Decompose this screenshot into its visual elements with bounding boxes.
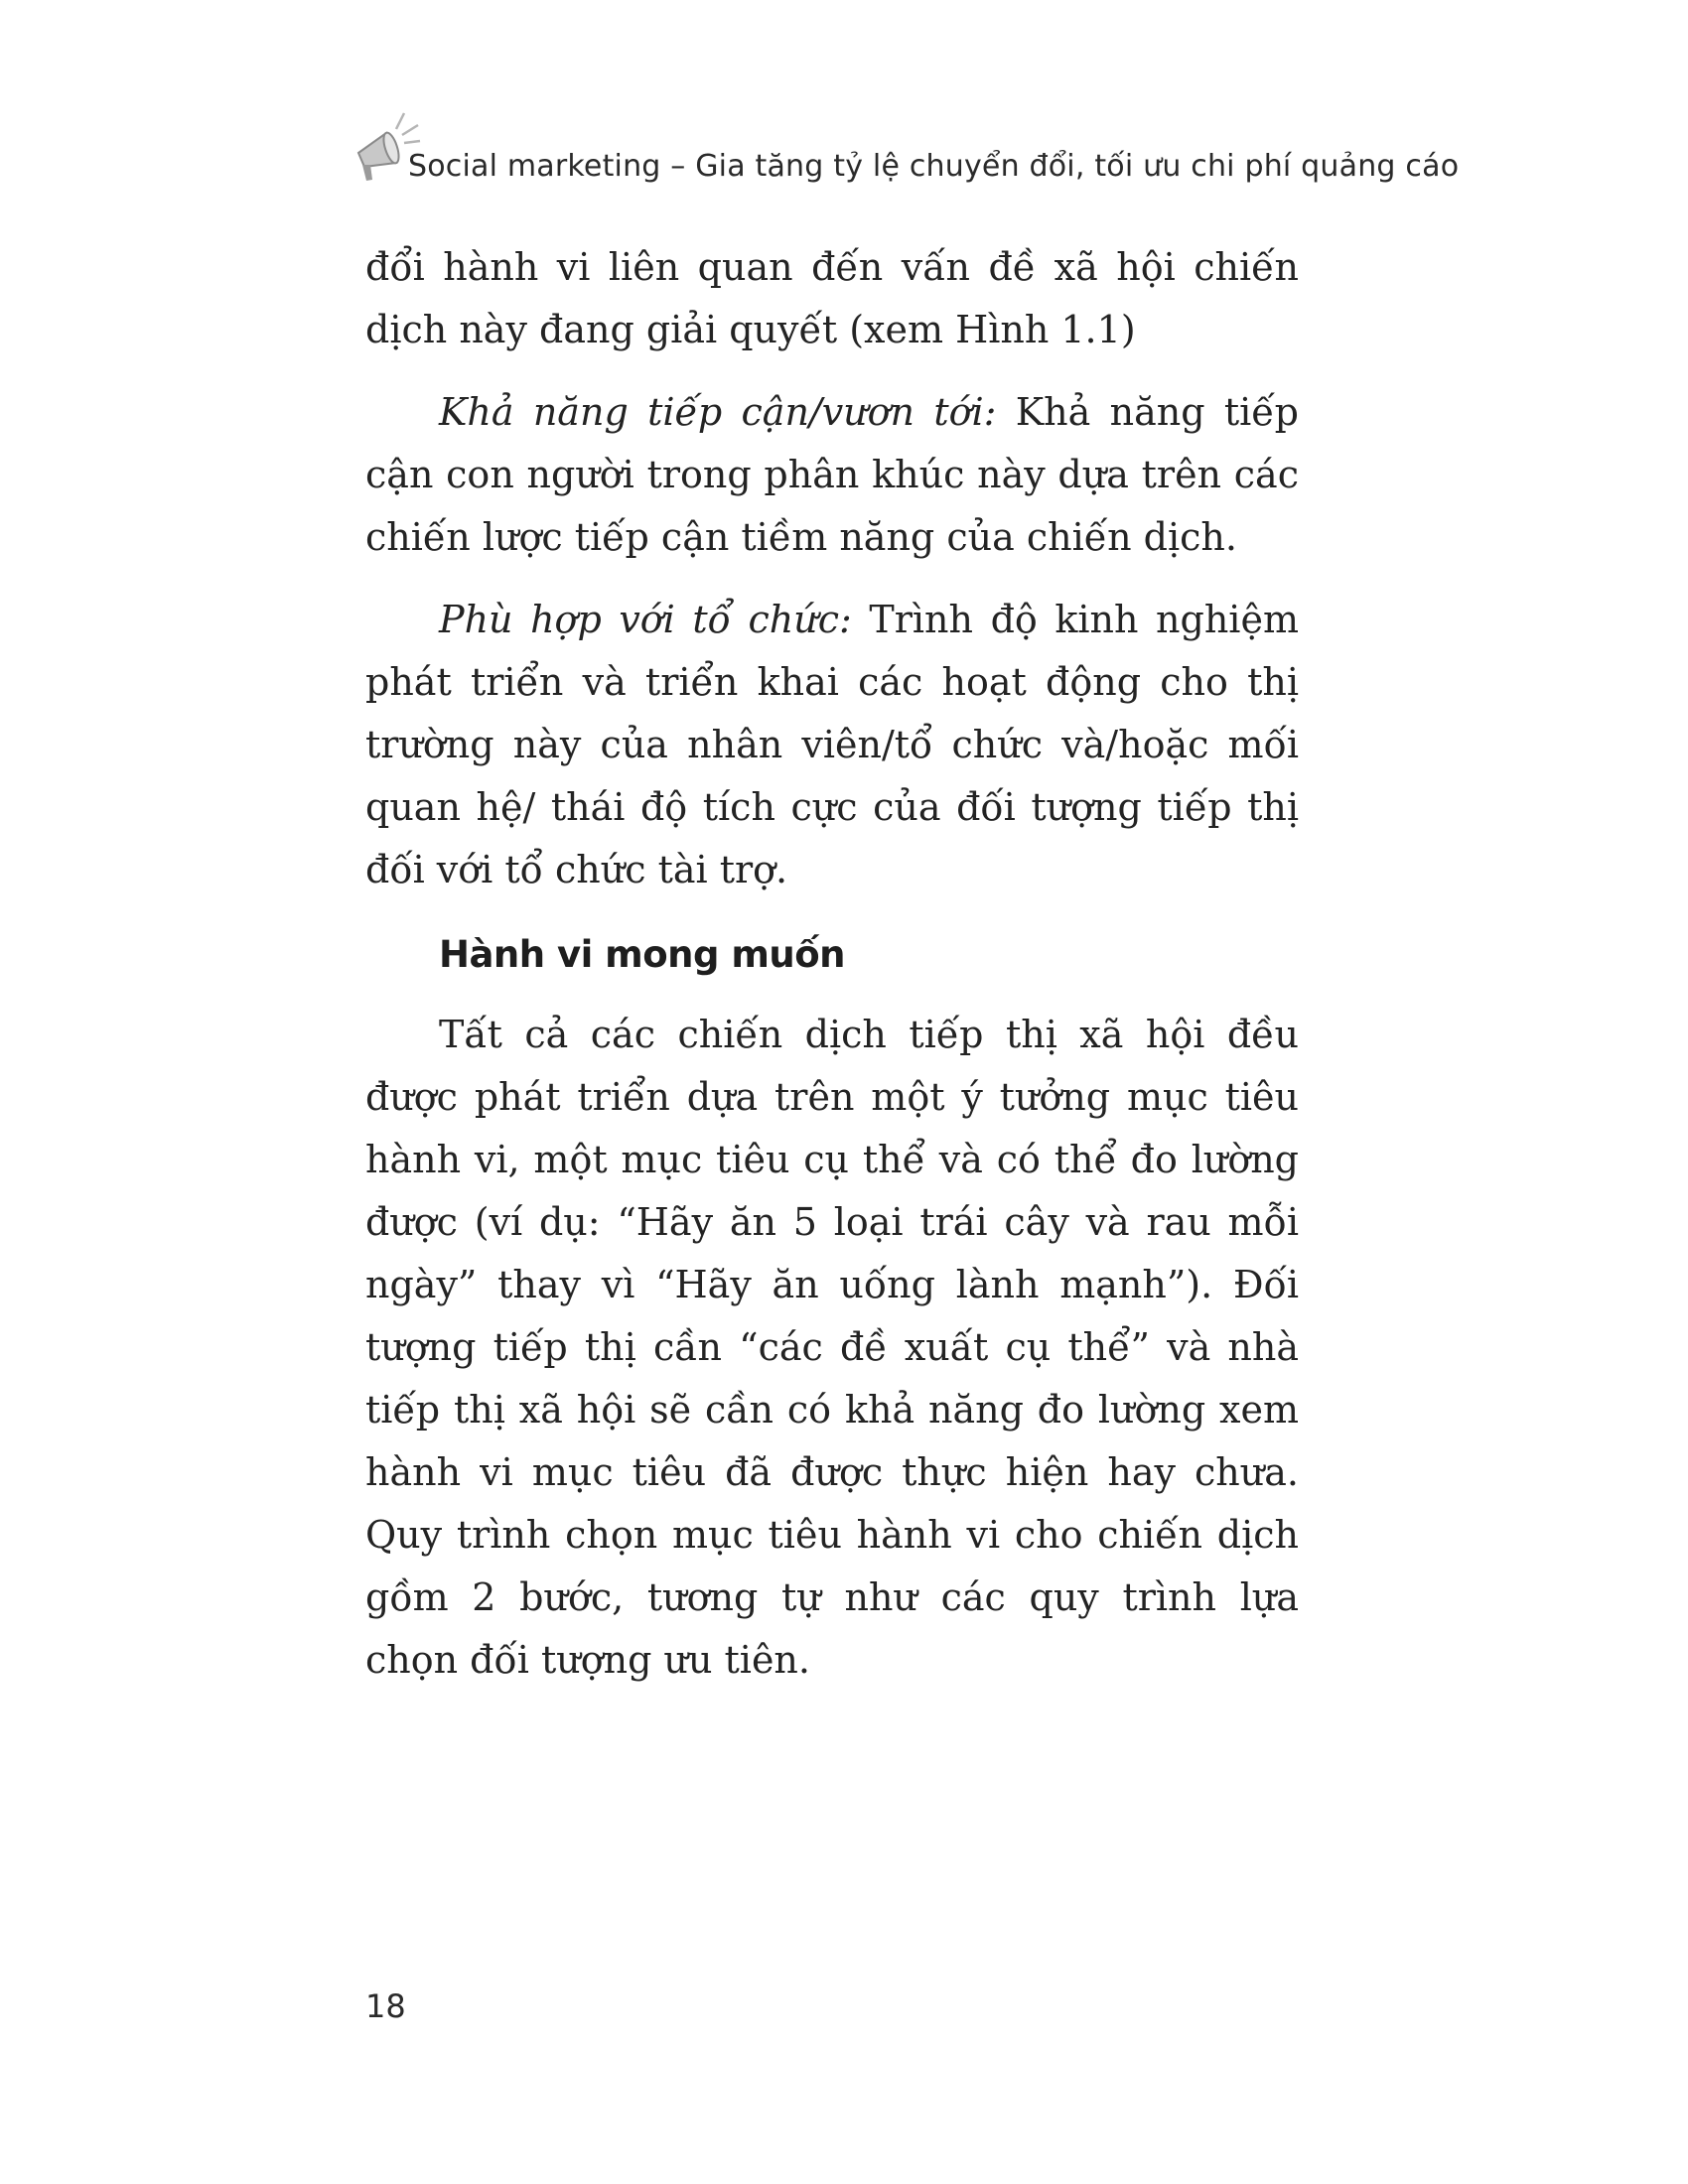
term-reach: Khả năng tiếp cận/vươn tới: [439,390,997,434]
section-heading: Hành vi mong muốn [439,933,846,976]
running-header-title: Social marketing – Gia tăng tỷ lệ chuyển đổi, tối ưu chi phí quảng cáo [408,149,1460,184]
page-body [365,236,1299,1711]
paragraph-organization-fit [365,589,1299,901]
paragraph-text: Trình độ kinh nghiệm phát triển và triển khai các hoạt động cho thị trường này của nhân viên/tổ chức và/hoặc mối quan hệ/ thái độ tích cực của đối tượng tiếp thị đối với tổ chức tài trợ. [365,598,1299,891]
term-organization-fit: Phù hợp với tổ chức: [439,598,852,641]
page-number: 18 [365,1987,406,2025]
paragraph: Tất cả các chiến dịch tiếp thị xã hội đều được phát triển dựa trên một ý tưởng mục tiêu hành vi, một mục tiêu cụ thể và có thể đo lường được (ví dụ: “Hãy ăn 5 loại trái cây và rau mỗi ngày” thay vì “Hãy ăn uống lành mạnh”). Đối tượng tiếp thị cần “các đề xuất cụ thể” và nhà tiếp thị xã hội sẽ cần có khả năng đo lường xem hành vi mục tiêu đã được thực hiện hay chưa. Quy trình chọn mục tiêu hành vi cho chiến dịch gồm 2 bước, tương tự như các quy trình lựa chọn đối tượng ưu tiên. [365,1013,1299,1682]
running-header [352,107,1460,197]
paragraph-reach [365,381,1299,569]
paragraph-text: Khả năng tiếp cận con người trong phân khúc này dựa trên các chiến lược tiếp cận tiềm năng của chiến dịch. [365,390,1299,559]
paragraph: đổi hành vi liên quan đến vấn đề xã hội chiến dịch này đang giải quyết (xem Hình 1.1) [365,245,1299,351]
